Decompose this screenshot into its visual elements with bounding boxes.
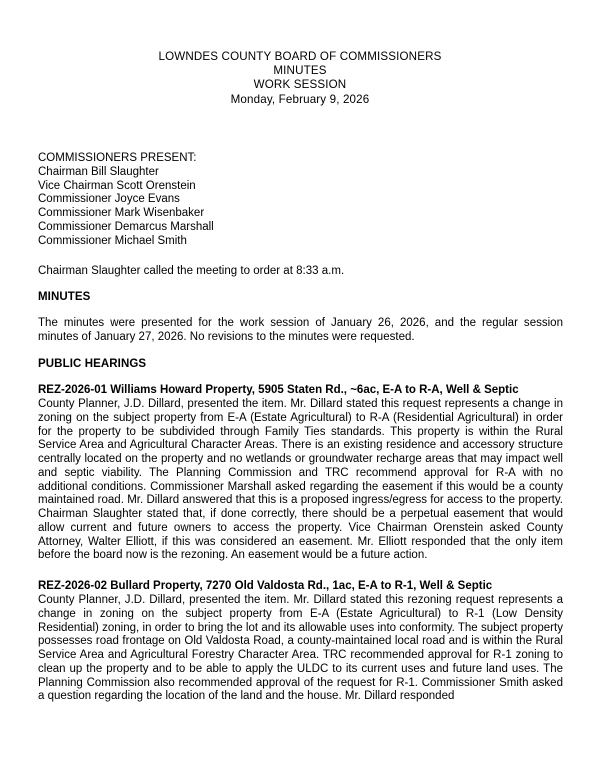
commissioner-entry: Commissioner Mark Wisenbaker <box>38 207 205 220</box>
hearing-item-2-title: REZ-2026-02 Bullard Property, 7270 Old Valdosta Rd., 1ac, E-A to R-1, Well & Septic <box>38 580 493 592</box>
commissioner-entry: Commissioner Demarcus Marshall <box>38 220 214 233</box>
header-title-line-1: LOWNDES COUNTY BOARD OF COMMISSIONERS <box>158 50 442 63</box>
header-date: Monday, February 9, 2026 <box>230 92 370 106</box>
header-title-line-3: WORK SESSION <box>253 78 347 92</box>
header-title-line-2: MINUTES <box>273 64 327 78</box>
hearing-item-1-body-text: County Planner, J.D. Dillard, presented the item. Mr. Dillard stated this request represents a change in zoning on the subject property from E-A (Estate Agricultural) to R-A (Residential Agricultural) in order for the property to be subdivided through Family Ties standards. This property is within the Rural Service Area and Agricultural Character Areas. There is an existing residence and accessory structure centrally located on the property and no wetlands or groundwater recharge areas that may impact well and septic viability. The Planning Commission and TRC recommend approval for R-A with no additional conditions. Commissioner Marshall asked regarding the easement if this would be a county maintained road. Mr. Dillard answered that this is a proposed ingress/egress for access to the property. Chairman Slaughter stated that, if done correctly, there should be a perpetual easement that would allow current and future owners to access the property. Vice Chairman Orenstein asked County Attorney, Walter Elliott, if this was considered an easement. Mr. Elliott responded that the only item before the board now is the rezoning. An easement would be a future action. <box>38 398 563 562</box>
hearing-item-2-body-text: County Planner, J.D. Dillard, presented the item. Mr. Dillard stated this rezoning request represents a change in zoning on the subject property from E-A (Estate Agricultural) to R-1 (Low Density Residential) zoning, in order to bring the lot and its allowable uses into conformity. The subject property possesses road frontage on Old Valdosta Road, a county-maintained local road and is within the Rural Service Area and Agricultural Forestry Character Area. TRC recommended approval for R-1 zoning to clean up the property and to be able to apply the ULDC to its current uses and future land uses. The Planning Commission also recommended approval of the request for R-1. Commissioner Smith asked a question regarding the location of the land and the house. Mr. Dillard responded <box>38 594 563 703</box>
commissioners-present-label: COMMISSIONERS PRESENT: <box>38 152 197 164</box>
minutes-body-text: The minutes were presented for the work session of January 26, 2026, and the regular session minutes of January 27, 2026. No revisions to the minutes were requested. <box>38 317 563 343</box>
public-hearings-heading-block <box>38 358 563 372</box>
hearing-item-2-body-block <box>38 594 563 704</box>
call-to-order-block <box>38 265 563 279</box>
commissioner-entry: Commissioner Michael Smith <box>38 234 187 247</box>
hearing-item-1-heading-block <box>38 384 563 398</box>
minutes-heading: MINUTES <box>38 291 91 303</box>
public-hearings-heading: PUBLIC HEARINGS <box>38 358 147 370</box>
hearing-item-2-heading-block <box>38 580 563 594</box>
hearing-item-1-title: REZ-2026-01 Williams Howard Property, 5905 Staten Rd., ~6ac, E-A to R-A, Well & Septic <box>38 384 519 396</box>
document-header <box>0 50 600 107</box>
commissioner-entry: Vice Chairman Scott Orenstein <box>38 179 196 192</box>
commissioners-present-block <box>38 152 563 249</box>
commissioner-entry: Commissioner Joyce Evans <box>38 193 180 206</box>
call-to-order-text: Chairman Slaughter called the meeting to order at 8:33 a.m. <box>38 265 345 277</box>
minutes-heading-block <box>38 291 563 305</box>
minutes-body-block <box>38 317 563 345</box>
commissioner-entry: Chairman Bill Slaughter <box>38 165 159 178</box>
hearing-item-1-body-block <box>38 398 563 563</box>
